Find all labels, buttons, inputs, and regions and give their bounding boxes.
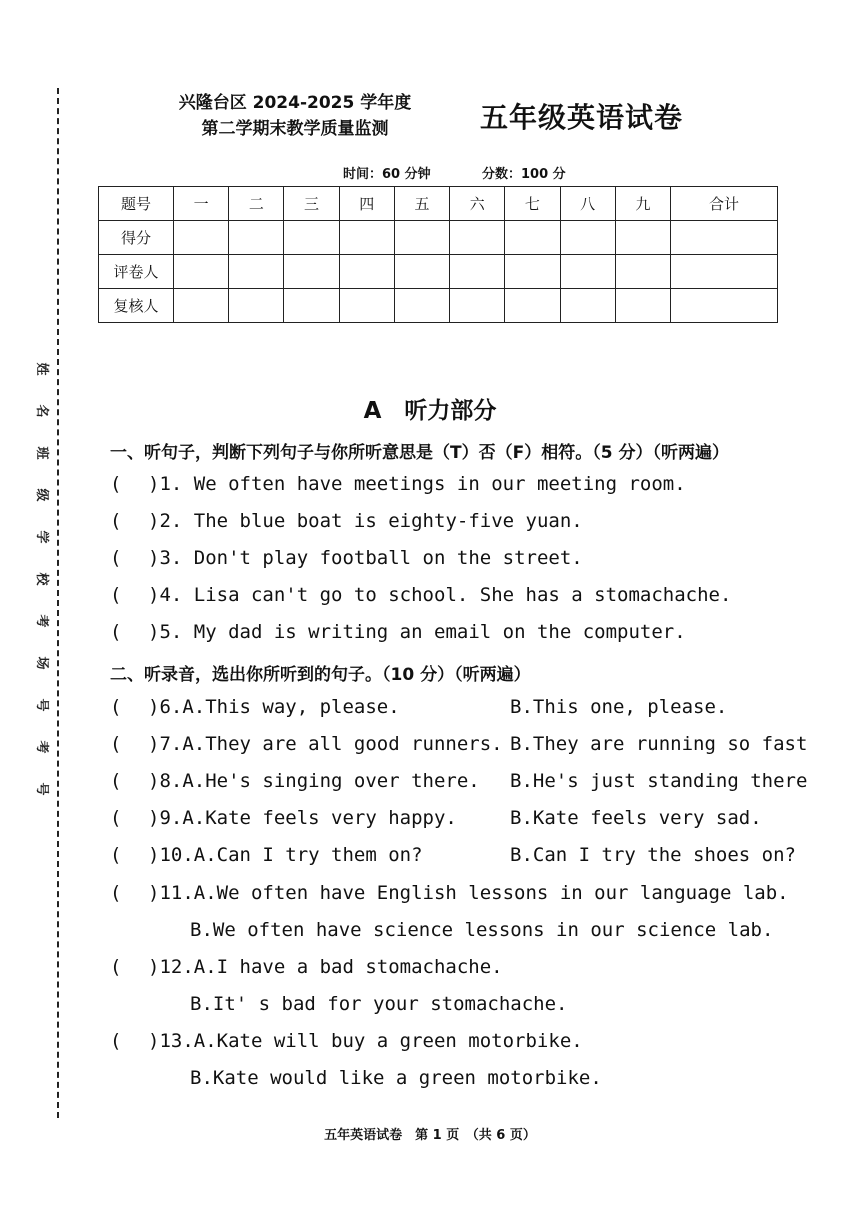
table-cell — [394, 255, 449, 289]
row-label: 评卷人 — [99, 255, 174, 289]
option-b: B.Can I try the shoes on? — [510, 844, 796, 866]
side-char: 考 — [34, 614, 49, 628]
answer-paren[interactable]: ( — [110, 807, 122, 829]
question-number: )9. — [148, 807, 183, 829]
option-a: A.Can I try them on? — [193, 844, 423, 866]
exam-district-year: 兴隆台区 2024-2025 学年度 — [178, 93, 412, 113]
table-cell — [670, 255, 777, 289]
answer-paren[interactable]: ( — [110, 696, 122, 718]
table-header-cell: 一 — [174, 187, 229, 221]
table-header-cell: 五 — [394, 187, 449, 221]
table-header-cell: 七 — [505, 187, 560, 221]
option-b: B.It' s bad for your stomachache. — [190, 993, 568, 1015]
option-a: A.He's singing over there. — [182, 770, 480, 792]
table-header-cell: 三 — [284, 187, 339, 221]
question-number: )3. — [148, 547, 183, 569]
table-header-cell: 六 — [450, 187, 505, 221]
table-row — [99, 221, 778, 255]
question-number: )7. — [148, 733, 183, 755]
question-item — [110, 510, 583, 532]
option-b: B.Kate feels very sad. — [510, 807, 762, 829]
question-text: The blue boat is eighty-five yuan. — [193, 510, 583, 532]
answer-paren[interactable]: ( — [110, 510, 122, 532]
question-number: )10. — [148, 844, 194, 866]
question-item — [110, 733, 808, 755]
binding-line — [57, 88, 59, 1118]
table-row — [99, 289, 778, 323]
table-cell — [670, 289, 777, 323]
side-char: 号 — [34, 698, 49, 712]
table-cell — [560, 221, 615, 255]
table-header-cell: 八 — [560, 187, 615, 221]
question-item — [110, 621, 686, 643]
table-cell — [560, 289, 615, 323]
part1-heading: 一、听句子，判断下列句子与你所听意思是（T）否（F）相符。（5 分）（听两遍） — [110, 443, 729, 463]
exam-term: 第二学期末教学质量监测 — [201, 119, 389, 139]
question-item — [110, 807, 762, 829]
answer-paren[interactable]: ( — [110, 956, 122, 978]
table-header-cell: 题号 — [99, 187, 174, 221]
exam-header — [160, 90, 430, 142]
table-cell — [229, 255, 284, 289]
table-cell — [394, 221, 449, 255]
part2-heading: 二、听录音，选出你所听到的句子。（10 分）（听两遍） — [110, 665, 531, 685]
table-cell — [560, 255, 615, 289]
question-item — [110, 956, 503, 978]
table-cell — [394, 289, 449, 323]
answer-paren[interactable]: ( — [110, 844, 122, 866]
table-cell — [670, 221, 777, 255]
option-a: A.We often have English lessons in our language lab. — [193, 882, 789, 904]
side-char: 校 — [34, 572, 49, 586]
table-header-cell: 合计 — [670, 187, 777, 221]
question-item — [110, 844, 796, 866]
page-title: 五年级英语试卷 — [480, 101, 684, 134]
question-text: Don't play football on the street. — [193, 547, 583, 569]
table-cell — [450, 221, 505, 255]
table-cell — [284, 289, 339, 323]
question-item — [110, 882, 789, 904]
table-cell — [339, 255, 394, 289]
table-cell — [615, 221, 670, 255]
question-number: )8. — [148, 770, 183, 792]
table-cell — [450, 255, 505, 289]
question-text: We often have meetings in our meeting room. — [193, 473, 686, 495]
table-cell — [174, 289, 229, 323]
section-title: A 听力部分 — [363, 398, 497, 424]
option-a: A.Kate feels very happy. — [182, 807, 457, 829]
row-label: 得分 — [99, 221, 174, 255]
question-number: )2. — [148, 510, 183, 532]
question-item — [110, 1030, 583, 1052]
question-number: )13. — [148, 1030, 194, 1052]
table-header-cell: 四 — [339, 187, 394, 221]
row-label: 复核人 — [99, 289, 174, 323]
table-cell — [339, 221, 394, 255]
table-cell — [339, 289, 394, 323]
question-text: Lisa can't go to school. She has a stomachache. — [193, 584, 732, 606]
option-a: A.I have a bad stomachache. — [193, 956, 503, 978]
table-header-cell: 二 — [229, 187, 284, 221]
question-number: )11. — [148, 882, 194, 904]
table-cell — [450, 289, 505, 323]
answer-paren[interactable]: ( — [110, 584, 122, 606]
answer-paren[interactable]: ( — [110, 770, 122, 792]
table-cell — [615, 289, 670, 323]
table-cell — [284, 255, 339, 289]
table-row — [99, 255, 778, 289]
side-char: 号 — [34, 782, 49, 796]
answer-paren[interactable]: ( — [110, 1030, 122, 1052]
question-item — [110, 696, 728, 718]
question-item — [110, 584, 731, 606]
table-cell — [615, 255, 670, 289]
option-a: A.Kate will buy a green motorbike. — [193, 1030, 583, 1052]
page-footer: 五年英语试卷 第 1 页 （共 6 页） — [324, 1128, 536, 1143]
question-number: )1. — [148, 473, 183, 495]
question-number: )5. — [148, 621, 183, 643]
side-char: 级 — [34, 488, 49, 502]
answer-paren[interactable]: ( — [110, 621, 122, 643]
table-cell — [505, 289, 560, 323]
side-char: 班 — [34, 446, 49, 460]
table-header-cell: 九 — [615, 187, 670, 221]
question-number: )6. — [148, 696, 183, 718]
side-char: 名 — [34, 404, 49, 418]
table-cell — [229, 289, 284, 323]
answer-paren[interactable]: ( — [110, 733, 122, 755]
side-char: 场 — [34, 656, 49, 670]
option-b: B.He's just standing there — [510, 770, 808, 792]
side-char: 考 — [34, 740, 49, 754]
score-table — [98, 186, 778, 323]
option-b: B.We often have science lessons in our science lab. — [190, 919, 774, 941]
score-table-header — [99, 187, 778, 221]
table-cell — [174, 221, 229, 255]
answer-paren[interactable]: ( — [110, 547, 122, 569]
answer-paren[interactable]: ( — [110, 882, 122, 904]
option-a: A.This way, please. — [182, 696, 400, 718]
question-number: )4. — [148, 584, 183, 606]
question-text: My dad is writing an email on the computer. — [193, 621, 686, 643]
exam-score: 分数：100 分 — [482, 167, 566, 182]
question-item — [110, 547, 583, 569]
table-cell — [505, 255, 560, 289]
table-cell — [505, 221, 560, 255]
exam-time: 时间：60 分钟 — [343, 167, 431, 182]
side-char: 学 — [34, 530, 49, 544]
question-number: )12. — [148, 956, 194, 978]
option-b: B.This one, please. — [510, 696, 728, 718]
table-cell — [284, 221, 339, 255]
table-cell — [174, 255, 229, 289]
side-char: 姓 — [34, 362, 49, 376]
option-a: A.They are all good runners. — [182, 733, 503, 755]
option-b: B.Kate would like a green motorbike. — [190, 1067, 602, 1089]
option-b: B.They are running so fast — [510, 733, 808, 755]
question-item — [110, 770, 808, 792]
question-item — [110, 473, 686, 495]
answer-paren[interactable]: ( — [110, 473, 122, 495]
table-cell — [229, 221, 284, 255]
